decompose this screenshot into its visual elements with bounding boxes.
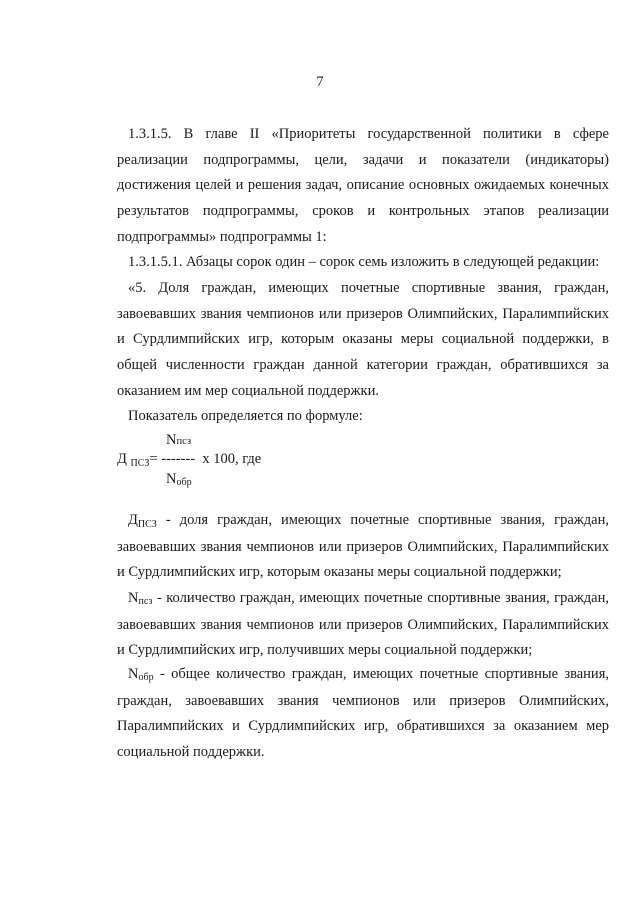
formula-denominator: Nобр [166, 471, 192, 488]
section-1-5-paragraph: 1.3.1.5. В главе II «Приоритеты государственной политики в сфере реализации подпрограммы, цели, задачи и показатели (индикаторы) достижения целей и решения задач, описание основных ожидаемых конечных результатов подпрограммы, сроков и контрольных этапов реализации подпрограммы» подпрограммы 1: [117, 126, 609, 245]
section-1-5-1-paragraph: 1.3.1.5.1. Абзацы сорок один – сорок семь изложить в следующей редакции: [128, 254, 600, 270]
page-number: 7 [316, 74, 324, 90]
definition-d-psz-block: $Д_{ПСЗ}$ - доля граждан, имеющих почетные спортивные звания, граждан, завоевавших звания чемпионов или призеров Олимпийских, Паралимпийских и Сурдлимпийских игр, которым оказаны меры социальной поддержки; [117, 512, 609, 581]
formula-main-line: Д $_{ПСЗ}$= ------- x 100, где [117, 451, 262, 469]
definition-n-psz-block: Nпсз - количество граждан, имеющих почетные спортивные звания, граждан, завоевавших звания чемпионов или призеров Олимпийских, Паралимпийских и Сурдлимпийских игр, получивших меры социальной поддержки; [117, 590, 609, 659]
formula-intro: Показатель определяется по формуле: [128, 408, 363, 424]
formula-numerator: Nпсз [166, 432, 192, 448]
indicator-5-paragraph: «5. Доля граждан, имеющих почетные спортивные звания, граждан, завоевавших звания чемпионов или призеров Олимпийских, Паралимпийских и Сурдлимпийских игр, которым оказаны меры социальной поддержки, в общей численности граждан данной категории граждан, обратившихся за оказанием им мер социальной поддержки. [117, 280, 609, 399]
definition-n-obr-block: Nобр - общее количество граждан, имеющих почетные спортивные звания, граждан, завоевавших звания чемпионов или призеров Олимпийских, Паралимпийских и Сурдлимпийских игр, обратившихся за оказанием мер социальной поддержки. [117, 666, 609, 761]
